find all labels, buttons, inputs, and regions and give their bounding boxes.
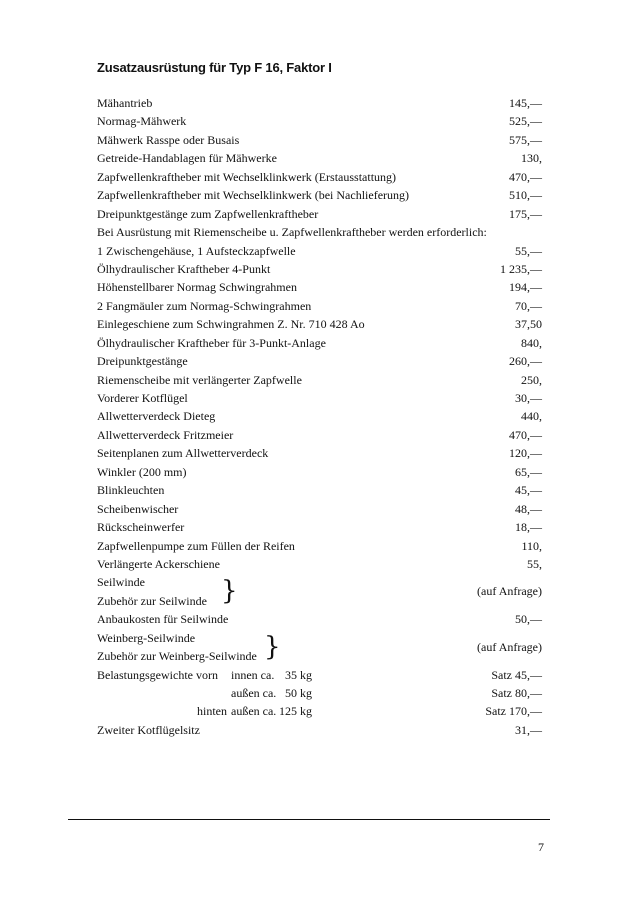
item-list [97, 94, 542, 573]
list-item [97, 334, 542, 352]
item-price: 840, [521, 335, 542, 350]
list-item [97, 444, 542, 462]
item-label: Getreide-Handablagen für Mähwerke [97, 151, 277, 166]
weights-row [97, 684, 542, 702]
weights-side: außen ca. [231, 704, 277, 719]
list-item [97, 223, 542, 241]
item-label: Rückscheinwerfer [97, 520, 185, 535]
item-label: 1 Zwischengehäuse, 1 Aufsteckzapfwelle [97, 243, 296, 258]
item-price: 37,50 [515, 317, 542, 332]
item-price: 470,— [509, 169, 542, 184]
list-item [97, 112, 542, 130]
weinberg-label: Weinberg-Seilwinde [97, 630, 196, 645]
list-item [97, 352, 542, 370]
item-price: 1 235,— [500, 261, 542, 276]
weinberg-price: (auf Anfrage) [477, 639, 542, 654]
weinberg-group [97, 629, 542, 666]
seilwinde-accessory-label: Zubehör zur Seilwinde [97, 593, 207, 608]
item-label: Ölhydraulischer Kraftheber für 3-Punkt-Anlage [97, 335, 326, 350]
item-label: Ölhydraulischer Kraftheber 4-Punkt [97, 261, 271, 276]
item-label: Mähwerk Rasspe oder Busais [97, 132, 240, 147]
item-price: 48,— [515, 501, 542, 516]
last-item-price: 31,— [515, 722, 542, 737]
list-item [97, 463, 542, 481]
item-price: 55, [527, 556, 542, 571]
list-item [97, 278, 542, 296]
item-price: 130, [521, 151, 542, 166]
weights-price: Satz 170,— [485, 704, 542, 719]
weights-price: Satz 80,— [491, 686, 542, 701]
seilwinde-group [97, 573, 542, 610]
item-label: Vorderer Kotflügel [97, 391, 188, 405]
seilwinde-price: (auf Anfrage) [477, 584, 542, 599]
weights-side: außen ca. [231, 686, 277, 701]
item-price: 260,— [509, 354, 542, 369]
list-item [97, 389, 542, 407]
item-label: Dreipunktgestänge zum Zapfwellenkraftheber [97, 206, 319, 221]
list-item [97, 407, 542, 425]
list-item [97, 205, 542, 223]
list-item [97, 315, 542, 333]
item-price: 175,— [509, 206, 542, 221]
item-label: Bei Ausrüstung mit Riemenscheibe u. Zapfwellenkraftheber werden erforderlich: [97, 225, 487, 240]
item-label: Zapfwellenkraftheber mit Wechselklinkwerk (bei Nachlieferung) [97, 188, 410, 203]
price-list [97, 94, 542, 739]
item-price: 525,— [509, 114, 542, 129]
weights-label: Belastungsgewichte vorn [97, 667, 218, 682]
page-number: 7 [538, 840, 544, 854]
item-price: 145,— [509, 96, 542, 110]
list-item [97, 186, 542, 204]
item-price: 470,— [509, 427, 542, 442]
list-item [97, 260, 542, 278]
anbau-label: Anbaukosten für Seilwinde [97, 612, 229, 627]
list-item [97, 518, 542, 536]
list-item [97, 721, 542, 739]
weinberg-accessory-label: Zubehör zur Weinberg-Seilwinde [97, 649, 257, 664]
item-price: 120,— [509, 446, 542, 461]
item-price: 55,— [515, 243, 542, 258]
list-item [97, 242, 542, 260]
item-label: Mähantrieb [97, 96, 153, 110]
item-price: 194,— [509, 280, 542, 295]
list-item [97, 94, 542, 112]
item-price: 250, [521, 372, 542, 387]
item-label: 2 Fangmäuler zum Normag-Schwingrahmen [97, 298, 312, 313]
weights-position: hinten [197, 704, 227, 719]
list-item [97, 131, 542, 149]
item-label: Einlegeschiene zum Schwingrahmen Z. Nr. 710 428 Ao [97, 317, 365, 332]
seilwinde-label: Seilwinde [97, 575, 145, 590]
weights-row [97, 702, 542, 720]
list-item [97, 500, 542, 518]
footer-divider [68, 819, 550, 820]
list-item [97, 481, 542, 499]
item-label: Allwetterverdeck Fritzmeier [97, 427, 234, 442]
item-label: Normag-Mähwerk [97, 114, 187, 129]
item-price: 18,— [515, 520, 542, 535]
list-item [97, 297, 542, 315]
anbau-price: 50,— [515, 612, 542, 627]
weights-side: innen ca. [231, 667, 275, 682]
weights-row [97, 666, 542, 684]
item-price: 70,— [515, 298, 542, 313]
list-item [97, 426, 542, 444]
item-price: 45,— [515, 483, 542, 498]
weights-price: Satz 45,— [491, 667, 542, 682]
item-label: Dreipunktgestänge [97, 354, 188, 369]
list-item [97, 371, 542, 389]
weights-weight: 35 kg [285, 667, 312, 682]
item-label: Verlängerte Ackerschiene [97, 556, 220, 571]
item-price: 110, [521, 538, 542, 553]
last-item-label: Zweiter Kotflügelsitz [97, 722, 200, 737]
weights-weight: 50 kg [285, 686, 312, 701]
item-label: Zapfwellenkraftheber mit Wechselklinkwerk (Erstausstattung) [97, 169, 397, 184]
item-price: 30,— [515, 391, 542, 405]
item-label: Blinkleuchten [97, 483, 165, 498]
item-label: Scheibenwischer [97, 501, 179, 516]
list-item [97, 168, 542, 186]
list-item [97, 537, 542, 555]
item-price: 65,— [515, 464, 542, 479]
item-price: 575,— [509, 132, 542, 147]
item-price: 510,— [509, 188, 542, 203]
list-item [97, 149, 542, 167]
item-label: Höhenstellbarer Normag Schwingrahmen [97, 280, 297, 295]
weights-weight: 125 kg [279, 704, 312, 719]
item-label: Winkler (200 mm) [97, 464, 187, 479]
page-title: Zusatzausrüstung für Typ F 16, Faktor I [97, 60, 332, 75]
curly-brace-icon: } [221, 576, 238, 607]
item-label: Zapfwellenpumpe zum Füllen der Reifen [97, 538, 295, 553]
item-label: Allwetterverdeck Dieteg [97, 409, 216, 424]
item-label: Seitenplanen zum Allwetterverdeck [97, 446, 269, 461]
curly-brace-icon: } [264, 631, 281, 662]
list-item [97, 555, 542, 573]
item-label: Riemenscheibe mit verlängerter Zapfwelle [97, 372, 302, 387]
list-item [97, 610, 542, 628]
item-price: 440, [521, 409, 542, 424]
